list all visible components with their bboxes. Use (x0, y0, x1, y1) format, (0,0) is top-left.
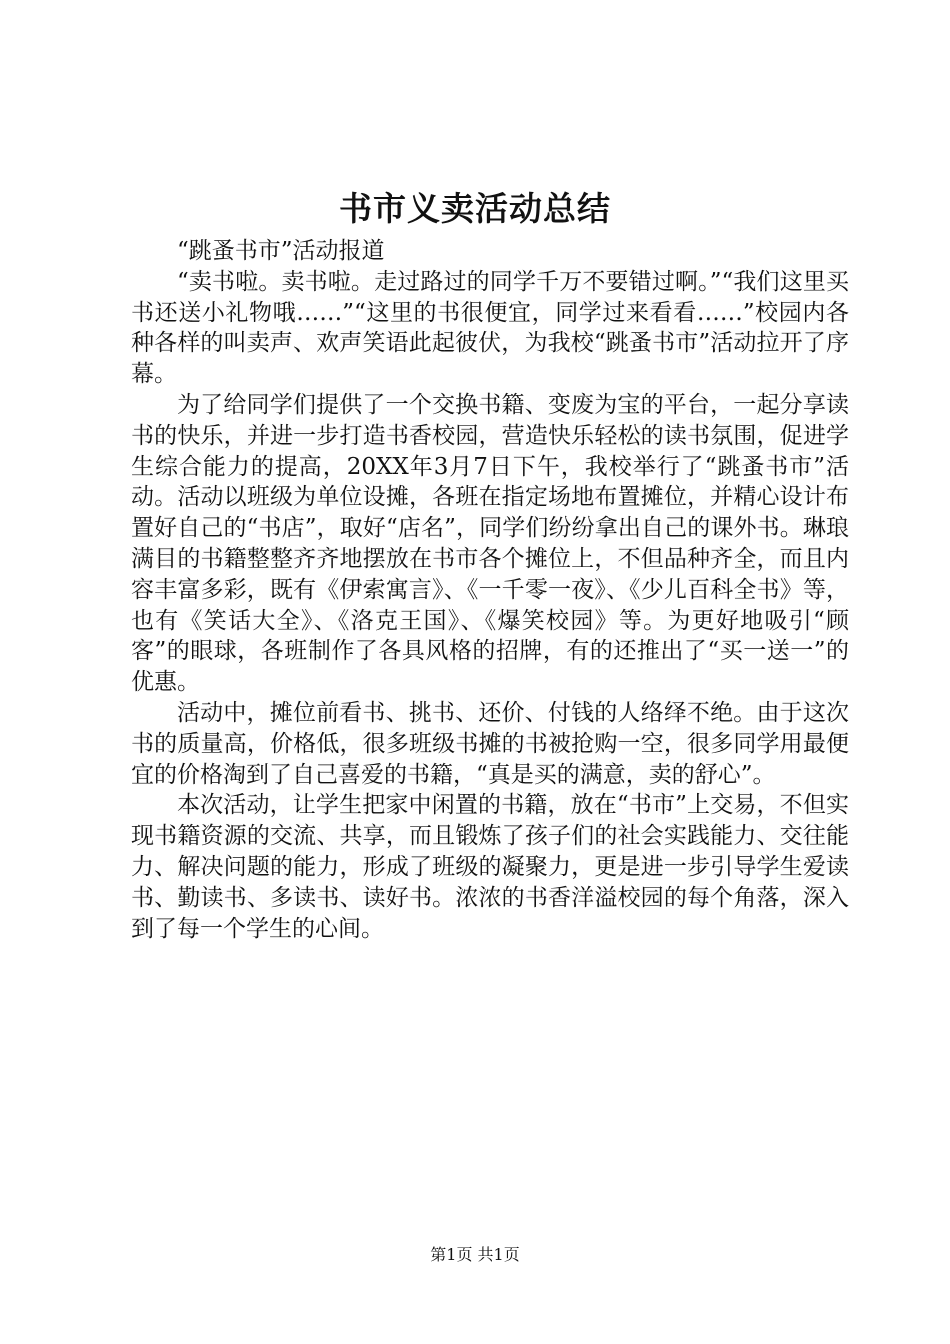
paragraph-background: 为了给同学们提供了一个交换书籍、变废为宝的平台，一起分享读书的快乐，并进一步打造书香校园，营造快乐轻松的读书氛围，促进学生综合能力的提高，20XX年3月7日下午，我校举行了“跳蚤书市”活动。活动以班级为单位设摊，各班在指定场地布置摊位，并精心设计布置好自己的“书店”，取好“店名”，同学们纷纷拿出自己的课外书。琳琅满目的书籍整整齐齐地摆放在书市各个摊位上，不但品种齐全，而且内容丰富多彩，既有《伊索寓言》、《一千零一夜》、《少儿百科全书》等，也有《笑话大全》、《洛克王国》、《爆笑校园》等。为更好地吸引“顾客”的眼球，各班制作了各具风格的招牌，有的还推出了“买一送一”的优惠。 (131, 391, 849, 696)
paragraph-subtitle: “跳蚤书市”活动报道 (177, 238, 385, 264)
paragraph-conclusion: 本次活动，让学生把家中闲置的书籍，放在“书市”上交易，不但实现书籍资源的交流、共享，而且锻炼了孩子们的社会实践能力、交往能力、解决问题的能力，形成了班级的凝聚力，更是进一步引导学生爱读书、勤读书、多读书、读好书。浓浓的书香洋溢校园的每个角落，深入到了每一个学生的心间。 (131, 792, 849, 942)
document-body (131, 236, 849, 944)
page-number-footer: 第1页 共1页 (430, 1245, 520, 1264)
paragraph-intro: “卖书啦。卖书啦。走过路过的同学千万不要错过啊。”“我们这里买书还送小礼物哦……”“这里的书很便宜，同学过来看看……”校园内各种各样的叫卖声、欢声笑语此起彼伏，为我校“跳蚤书市”活动拉开了序幕。 (131, 268, 849, 388)
page-title: 书市义卖活动总结 (339, 189, 611, 228)
paragraph-activity: 活动中，摊位前看书、挑书、还价、付钱的人络绎不绝。由于这次书的质量高，价格低，很多班级书摊的书被抢购一空，很多同学用最便宜的价格淘到了自己喜爱的书籍，“真是买的满意，卖的舒心”。 (131, 699, 849, 788)
